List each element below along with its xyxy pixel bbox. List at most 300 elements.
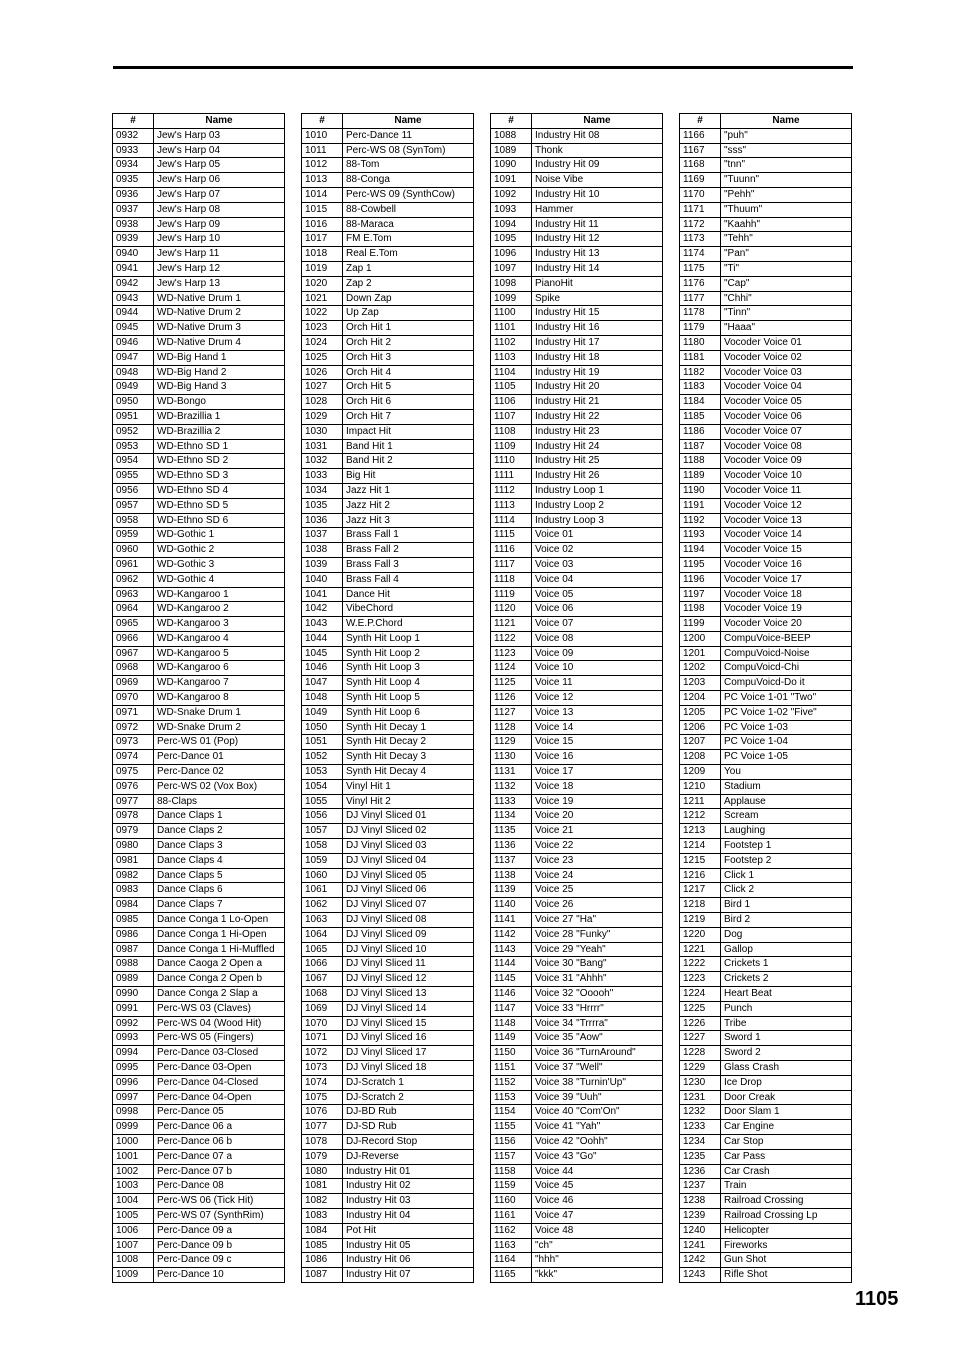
table-row bbox=[302, 1061, 474, 1076]
sample-number-cell: 0934 bbox=[113, 158, 154, 173]
sample-name-cell: Voice 04 bbox=[532, 572, 663, 587]
sample-number-cell: 0972 bbox=[113, 720, 154, 735]
sample-name-cell: Voice 02 bbox=[532, 543, 663, 558]
sample-name-cell: Band Hit 2 bbox=[343, 454, 474, 469]
sample-number-cell: 0978 bbox=[113, 809, 154, 824]
sample-number-cell: 1211 bbox=[680, 794, 721, 809]
sample-number-cell: 1232 bbox=[680, 1105, 721, 1120]
table-row bbox=[680, 927, 852, 942]
sample-number-cell: 0954 bbox=[113, 454, 154, 469]
sample-name-cell: DJ Vinyl Sliced 07 bbox=[343, 898, 474, 913]
table-row bbox=[113, 750, 285, 765]
table-row bbox=[491, 1046, 663, 1061]
sample-name-cell: Jew's Harp 11 bbox=[154, 247, 285, 262]
sample-number-cell: 1128 bbox=[491, 720, 532, 735]
sample-name-cell: Vocoder Voice 01 bbox=[721, 335, 852, 350]
table-row bbox=[680, 187, 852, 202]
table-row bbox=[680, 720, 852, 735]
sample-number-cell: 1130 bbox=[491, 750, 532, 765]
table-row bbox=[680, 765, 852, 780]
sample-name-cell: DJ Vinyl Sliced 12 bbox=[343, 972, 474, 987]
sample-number-cell: 1110 bbox=[491, 454, 532, 469]
sample-number-cell: 1242 bbox=[680, 1253, 721, 1268]
sample-name-cell: Car Crash bbox=[721, 1164, 852, 1179]
sample-number-cell: 0962 bbox=[113, 572, 154, 587]
sample-name-cell: Jew's Harp 05 bbox=[154, 158, 285, 173]
sample-number-cell: 1209 bbox=[680, 765, 721, 780]
sample-name-cell: Industry Loop 3 bbox=[532, 513, 663, 528]
sample-name-cell: Jazz Hit 2 bbox=[343, 498, 474, 513]
sample-number-cell: 1088 bbox=[491, 128, 532, 143]
sample-number-cell: 1142 bbox=[491, 927, 532, 942]
table-row bbox=[491, 335, 663, 350]
sample-name-cell: "hhh" bbox=[532, 1253, 663, 1268]
sample-number-cell: 1224 bbox=[680, 987, 721, 1002]
table-row bbox=[302, 395, 474, 410]
sample-name-cell: Vocoder Voice 03 bbox=[721, 365, 852, 380]
table-row bbox=[680, 883, 852, 898]
table-row bbox=[113, 232, 285, 247]
sample-name-cell: Synth Hit Decay 2 bbox=[343, 735, 474, 750]
sample-number-cell: 1107 bbox=[491, 409, 532, 424]
sample-number-cell: 1010 bbox=[302, 128, 343, 143]
table-row bbox=[302, 720, 474, 735]
sample-number-cell: 1152 bbox=[491, 1075, 532, 1090]
table-row bbox=[491, 1179, 663, 1194]
sample-number-cell: 1070 bbox=[302, 1016, 343, 1031]
sample-number-cell: 1233 bbox=[680, 1120, 721, 1135]
table-row bbox=[302, 972, 474, 987]
sample-number-cell: 1056 bbox=[302, 809, 343, 824]
sample-number-cell: 1150 bbox=[491, 1046, 532, 1061]
sample-number-cell: 1021 bbox=[302, 291, 343, 306]
sample-name-cell: Voice 10 bbox=[532, 661, 663, 676]
sample-number-cell: 0982 bbox=[113, 868, 154, 883]
sample-name-cell: PC Voice 1-01 "Two" bbox=[721, 691, 852, 706]
table-row bbox=[491, 454, 663, 469]
table-row bbox=[113, 513, 285, 528]
sample-number-cell: 1163 bbox=[491, 1238, 532, 1253]
sample-name-cell: Industry Hit 24 bbox=[532, 439, 663, 454]
sample-number-cell: 1181 bbox=[680, 350, 721, 365]
sample-name-cell: Voice 31 "Ahhh" bbox=[532, 972, 663, 987]
table-row bbox=[302, 779, 474, 794]
sample-name-cell: Fireworks bbox=[721, 1238, 852, 1253]
table-row bbox=[680, 1208, 852, 1223]
sample-number-cell: 1182 bbox=[680, 365, 721, 380]
sample-number-cell: 0961 bbox=[113, 557, 154, 572]
table-row bbox=[680, 779, 852, 794]
table-row bbox=[113, 261, 285, 276]
sample-name-cell: Dance Claps 2 bbox=[154, 824, 285, 839]
table-row bbox=[680, 987, 852, 1002]
sample-number-cell: 1194 bbox=[680, 543, 721, 558]
sample-number-cell: 1018 bbox=[302, 247, 343, 262]
table-row bbox=[491, 143, 663, 158]
table-row bbox=[302, 187, 474, 202]
sample-number-cell: 0985 bbox=[113, 913, 154, 928]
table-row bbox=[113, 972, 285, 987]
sample-name-cell: 88-Tom bbox=[343, 158, 474, 173]
sample-number-cell: 0955 bbox=[113, 469, 154, 484]
table-row bbox=[302, 913, 474, 928]
sample-number-cell: 1138 bbox=[491, 868, 532, 883]
sample-number-cell: 1118 bbox=[491, 572, 532, 587]
sample-name-cell: Applause bbox=[721, 794, 852, 809]
table-row bbox=[680, 942, 852, 957]
table-row bbox=[491, 809, 663, 824]
sample-name-cell: Perc-WS 05 (Fingers) bbox=[154, 1031, 285, 1046]
sample-number-cell: 0971 bbox=[113, 705, 154, 720]
sample-name-cell: Industry Hit 05 bbox=[343, 1238, 474, 1253]
sample-name-cell: Voice 45 bbox=[532, 1179, 663, 1194]
sample-name-cell: Vocoder Voice 04 bbox=[721, 380, 852, 395]
table-row bbox=[113, 187, 285, 202]
sample-name-cell: Perc-WS 04 (Wood Hit) bbox=[154, 1016, 285, 1031]
table-row bbox=[680, 557, 852, 572]
sample-number-cell: 1173 bbox=[680, 232, 721, 247]
table-row bbox=[302, 1105, 474, 1120]
table-row bbox=[302, 1120, 474, 1135]
table-row bbox=[302, 794, 474, 809]
sample-name-cell: Zap 2 bbox=[343, 276, 474, 291]
sample-number-cell: 1161 bbox=[491, 1208, 532, 1223]
sample-name-cell: Ice Drop bbox=[721, 1075, 852, 1090]
sample-name-cell: WD-Ethno SD 1 bbox=[154, 439, 285, 454]
sample-number-cell: 1187 bbox=[680, 439, 721, 454]
table-row bbox=[491, 1105, 663, 1120]
sample-name-cell: Vinyl Hit 2 bbox=[343, 794, 474, 809]
table-row bbox=[113, 913, 285, 928]
table-row bbox=[491, 972, 663, 987]
sample-name-cell: Vocoder Voice 19 bbox=[721, 602, 852, 617]
sample-name-cell: DJ-Reverse bbox=[343, 1149, 474, 1164]
sample-name-cell: Voice 07 bbox=[532, 617, 663, 632]
sample-number-cell: 1113 bbox=[491, 498, 532, 513]
table-row bbox=[113, 1001, 285, 1016]
table-row bbox=[680, 735, 852, 750]
sample-name-cell: Voice 30 "Bang" bbox=[532, 957, 663, 972]
sample-name-cell: WD-Kangaroo 8 bbox=[154, 691, 285, 706]
sample-number-cell: 1033 bbox=[302, 469, 343, 484]
sample-name-cell: Industry Hit 06 bbox=[343, 1253, 474, 1268]
sample-number-cell: 0940 bbox=[113, 247, 154, 262]
table-row bbox=[680, 1075, 852, 1090]
sample-number-cell: 1101 bbox=[491, 321, 532, 336]
table-row bbox=[113, 1120, 285, 1135]
sample-number-cell: 1144 bbox=[491, 957, 532, 972]
table-row bbox=[113, 350, 285, 365]
table-row bbox=[680, 587, 852, 602]
sample-number-cell: 1114 bbox=[491, 513, 532, 528]
sample-name-cell: DJ Vinyl Sliced 18 bbox=[343, 1061, 474, 1076]
sample-number-cell: 1049 bbox=[302, 705, 343, 720]
sample-name-cell: Perc-WS 02 (Vox Box) bbox=[154, 779, 285, 794]
table-row bbox=[491, 232, 663, 247]
sample-name-cell: Voice 43 "Go" bbox=[532, 1149, 663, 1164]
sample-number-cell: 1125 bbox=[491, 676, 532, 691]
sample-number-cell: 1170 bbox=[680, 187, 721, 202]
sample-name-cell: DJ-Scratch 1 bbox=[343, 1075, 474, 1090]
sample-number-cell: 1082 bbox=[302, 1194, 343, 1209]
table-row bbox=[113, 321, 285, 336]
sample-name-cell: WD-Native Drum 2 bbox=[154, 306, 285, 321]
table-row bbox=[491, 1268, 663, 1283]
sample-number-cell: 1014 bbox=[302, 187, 343, 202]
sample-name-cell: Spike bbox=[532, 291, 663, 306]
sample-number-cell: 1007 bbox=[113, 1238, 154, 1253]
sample-name-cell: Vocoder Voice 02 bbox=[721, 350, 852, 365]
table-row bbox=[491, 306, 663, 321]
table-row bbox=[680, 572, 852, 587]
sample-name-cell: CompuVoice-BEEP bbox=[721, 631, 852, 646]
table-row bbox=[491, 1001, 663, 1016]
table-row bbox=[680, 1134, 852, 1149]
table-row bbox=[491, 321, 663, 336]
column-header-number: # bbox=[491, 114, 532, 129]
table-row bbox=[491, 691, 663, 706]
table-row bbox=[491, 543, 663, 558]
sample-number-cell: 1205 bbox=[680, 705, 721, 720]
sample-number-cell: 1045 bbox=[302, 646, 343, 661]
table-row bbox=[680, 1001, 852, 1016]
sample-number-cell: 1044 bbox=[302, 631, 343, 646]
sample-name-cell: Jazz Hit 1 bbox=[343, 483, 474, 498]
table-row bbox=[113, 528, 285, 543]
sample-number-cell: 1121 bbox=[491, 617, 532, 632]
sample-name-cell: Jew's Harp 04 bbox=[154, 143, 285, 158]
table-row bbox=[302, 661, 474, 676]
table-row bbox=[302, 646, 474, 661]
sample-name-cell: PC Voice 1-03 bbox=[721, 720, 852, 735]
table-row bbox=[113, 1223, 285, 1238]
sample-number-cell: 1143 bbox=[491, 942, 532, 957]
sample-number-cell: 1203 bbox=[680, 676, 721, 691]
sample-number-cell: 1002 bbox=[113, 1164, 154, 1179]
sample-name-cell: Railroad Crossing bbox=[721, 1194, 852, 1209]
sample-name-cell: Perc-Dance 06 a bbox=[154, 1120, 285, 1135]
sample-name-cell: CompuVoicd-Chi bbox=[721, 661, 852, 676]
sample-name-cell: Click 2 bbox=[721, 883, 852, 898]
table-row bbox=[113, 779, 285, 794]
sample-name-cell: Perc-Dance 07 a bbox=[154, 1149, 285, 1164]
table-row bbox=[491, 617, 663, 632]
sample-name-cell: DJ Vinyl Sliced 02 bbox=[343, 824, 474, 839]
table-row bbox=[302, 691, 474, 706]
table-row bbox=[113, 691, 285, 706]
sample-name-cell: Vocoder Voice 09 bbox=[721, 454, 852, 469]
sample-number-cell: 1086 bbox=[302, 1253, 343, 1268]
sample-number-cell: 0942 bbox=[113, 276, 154, 291]
table-row bbox=[302, 631, 474, 646]
sample-number-cell: 1012 bbox=[302, 158, 343, 173]
sample-name-cell: Jew's Harp 03 bbox=[154, 128, 285, 143]
table-row bbox=[302, 987, 474, 1002]
table-row bbox=[113, 454, 285, 469]
table-row bbox=[680, 158, 852, 173]
sample-name-cell: Zap 1 bbox=[343, 261, 474, 276]
sample-number-cell: 1191 bbox=[680, 498, 721, 513]
sample-number-cell: 0991 bbox=[113, 1001, 154, 1016]
sample-name-cell: DJ-SD Rub bbox=[343, 1120, 474, 1135]
sample-name-cell: Door Creak bbox=[721, 1090, 852, 1105]
sample-number-cell: 1201 bbox=[680, 646, 721, 661]
column-header-number: # bbox=[680, 114, 721, 129]
sample-number-cell: 1075 bbox=[302, 1090, 343, 1105]
table-row bbox=[113, 824, 285, 839]
sample-number-cell: 1140 bbox=[491, 898, 532, 913]
sample-number-cell: 0945 bbox=[113, 321, 154, 336]
sample-name-cell: Industry Hit 11 bbox=[532, 217, 663, 232]
sample-name-cell: Perc-Dance 09 b bbox=[154, 1238, 285, 1253]
sample-name-cell: Voice 37 "Well" bbox=[532, 1061, 663, 1076]
sample-number-cell: 1079 bbox=[302, 1149, 343, 1164]
table-row bbox=[113, 291, 285, 306]
sample-name-cell: Voice 13 bbox=[532, 705, 663, 720]
sample-number-cell: 1196 bbox=[680, 572, 721, 587]
sample-name-cell: Crickets 1 bbox=[721, 957, 852, 972]
sample-name-cell: "Pan" bbox=[721, 247, 852, 262]
table-row bbox=[680, 321, 852, 336]
table-row bbox=[302, 572, 474, 587]
table-row bbox=[491, 735, 663, 750]
sample-name-cell: Voice 36 "TurnAround" bbox=[532, 1046, 663, 1061]
sample-name-cell: Vocoder Voice 06 bbox=[721, 409, 852, 424]
sample-name-cell: Car Stop bbox=[721, 1134, 852, 1149]
sample-number-cell: 1165 bbox=[491, 1268, 532, 1283]
table-row bbox=[680, 1164, 852, 1179]
sample-name-cell: WD-Kangaroo 3 bbox=[154, 617, 285, 632]
sample-number-cell: 1015 bbox=[302, 202, 343, 217]
table-row bbox=[491, 424, 663, 439]
sample-number-cell: 1016 bbox=[302, 217, 343, 232]
sample-name-cell: Impact Hit bbox=[343, 424, 474, 439]
sample-name-cell: Industry Hit 14 bbox=[532, 261, 663, 276]
table-header-row bbox=[113, 114, 285, 129]
table-row bbox=[113, 1046, 285, 1061]
table-row bbox=[491, 380, 663, 395]
table-row bbox=[491, 1075, 663, 1090]
sample-name-cell: Voice 38 "Turnin'Up" bbox=[532, 1075, 663, 1090]
sample-number-cell: 0974 bbox=[113, 750, 154, 765]
sample-number-cell: 1027 bbox=[302, 380, 343, 395]
sample-name-cell: Dance Conga 2 Slap a bbox=[154, 987, 285, 1002]
sample-name-cell: Vocoder Voice 13 bbox=[721, 513, 852, 528]
sample-number-cell: 1005 bbox=[113, 1208, 154, 1223]
table-row bbox=[680, 217, 852, 232]
sample-name-cell: "Ti" bbox=[721, 261, 852, 276]
sample-name-cell: Down Zap bbox=[343, 291, 474, 306]
table-row bbox=[302, 557, 474, 572]
sample-number-cell: 1169 bbox=[680, 173, 721, 188]
table-row bbox=[491, 409, 663, 424]
table-row bbox=[113, 1016, 285, 1031]
table-row bbox=[491, 439, 663, 454]
sample-name-cell: Hammer bbox=[532, 202, 663, 217]
sample-name-cell: DJ Vinyl Sliced 01 bbox=[343, 809, 474, 824]
sample-number-cell: 0964 bbox=[113, 602, 154, 617]
sample-name-cell: Industry Hit 20 bbox=[532, 380, 663, 395]
sample-name-cell: Vocoder Voice 20 bbox=[721, 617, 852, 632]
sample-number-cell: 1111 bbox=[491, 469, 532, 484]
sample-number-cell: 1137 bbox=[491, 853, 532, 868]
sample-name-cell: DJ-Scratch 2 bbox=[343, 1090, 474, 1105]
sample-name-cell: Perc-Dance 08 bbox=[154, 1179, 285, 1194]
table-row bbox=[113, 543, 285, 558]
table-row bbox=[491, 261, 663, 276]
sample-number-cell: 1210 bbox=[680, 779, 721, 794]
sample-number-cell: 0956 bbox=[113, 483, 154, 498]
sample-name-cell: Industry Loop 2 bbox=[532, 498, 663, 513]
sample-number-cell: 1126 bbox=[491, 691, 532, 706]
sample-number-cell: 1158 bbox=[491, 1164, 532, 1179]
sample-name-cell: Vocoder Voice 18 bbox=[721, 587, 852, 602]
table-row bbox=[113, 839, 285, 854]
table-row bbox=[680, 750, 852, 765]
sample-name-cell: Voice 25 bbox=[532, 883, 663, 898]
table-row bbox=[302, 173, 474, 188]
sample-name-cell: "Chhi" bbox=[721, 291, 852, 306]
sample-number-cell: 1051 bbox=[302, 735, 343, 750]
sample-name-cell: DJ Vinyl Sliced 10 bbox=[343, 942, 474, 957]
sample-number-cell: 1057 bbox=[302, 824, 343, 839]
sample-number-cell: 0958 bbox=[113, 513, 154, 528]
sample-name-cell: Voice 39 "Uuh" bbox=[532, 1090, 663, 1105]
table-row bbox=[302, 1134, 474, 1149]
sample-name-cell: DJ Vinyl Sliced 14 bbox=[343, 1001, 474, 1016]
table-row bbox=[113, 306, 285, 321]
table-row bbox=[113, 794, 285, 809]
table-row bbox=[491, 705, 663, 720]
sample-name-cell: Jew's Harp 10 bbox=[154, 232, 285, 247]
sample-number-cell: 1055 bbox=[302, 794, 343, 809]
sample-name-cell: Up Zap bbox=[343, 306, 474, 321]
sample-name-cell: Crickets 2 bbox=[721, 972, 852, 987]
table-row bbox=[491, 942, 663, 957]
sample-number-cell: 1225 bbox=[680, 1001, 721, 1016]
table-row bbox=[491, 1031, 663, 1046]
sample-number-cell: 1115 bbox=[491, 528, 532, 543]
sample-name-cell: Jew's Harp 13 bbox=[154, 276, 285, 291]
sample-name-cell: Noise Vibe bbox=[532, 173, 663, 188]
sample-number-cell: 0995 bbox=[113, 1061, 154, 1076]
table-row bbox=[302, 380, 474, 395]
sample-name-cell: Orch Hit 2 bbox=[343, 335, 474, 350]
table-row bbox=[680, 661, 852, 676]
table-row bbox=[302, 439, 474, 454]
sample-name-cell: Laughing bbox=[721, 824, 852, 839]
sample-number-cell: 1195 bbox=[680, 557, 721, 572]
table-row bbox=[491, 217, 663, 232]
table-row bbox=[113, 927, 285, 942]
table-row bbox=[113, 1164, 285, 1179]
sample-name-cell: Synth Hit Decay 4 bbox=[343, 765, 474, 780]
sample-number-cell: 1109 bbox=[491, 439, 532, 454]
table-row bbox=[491, 1208, 663, 1223]
table-row bbox=[113, 395, 285, 410]
sample-name-cell: Industry Hit 08 bbox=[532, 128, 663, 143]
sample-name-cell: Perc-Dance 07 b bbox=[154, 1164, 285, 1179]
sample-number-cell: 1060 bbox=[302, 868, 343, 883]
sample-name-cell: Voice 35 "Aow" bbox=[532, 1031, 663, 1046]
sample-number-cell: 1162 bbox=[491, 1223, 532, 1238]
sample-name-cell: Perc-WS 07 (SynthRim) bbox=[154, 1208, 285, 1223]
sample-name-cell: "Tehh" bbox=[721, 232, 852, 247]
table-row bbox=[491, 1149, 663, 1164]
sample-name-cell: FM E.Tom bbox=[343, 232, 474, 247]
table-row bbox=[302, 483, 474, 498]
sample-name-cell: Rifle Shot bbox=[721, 1268, 852, 1283]
